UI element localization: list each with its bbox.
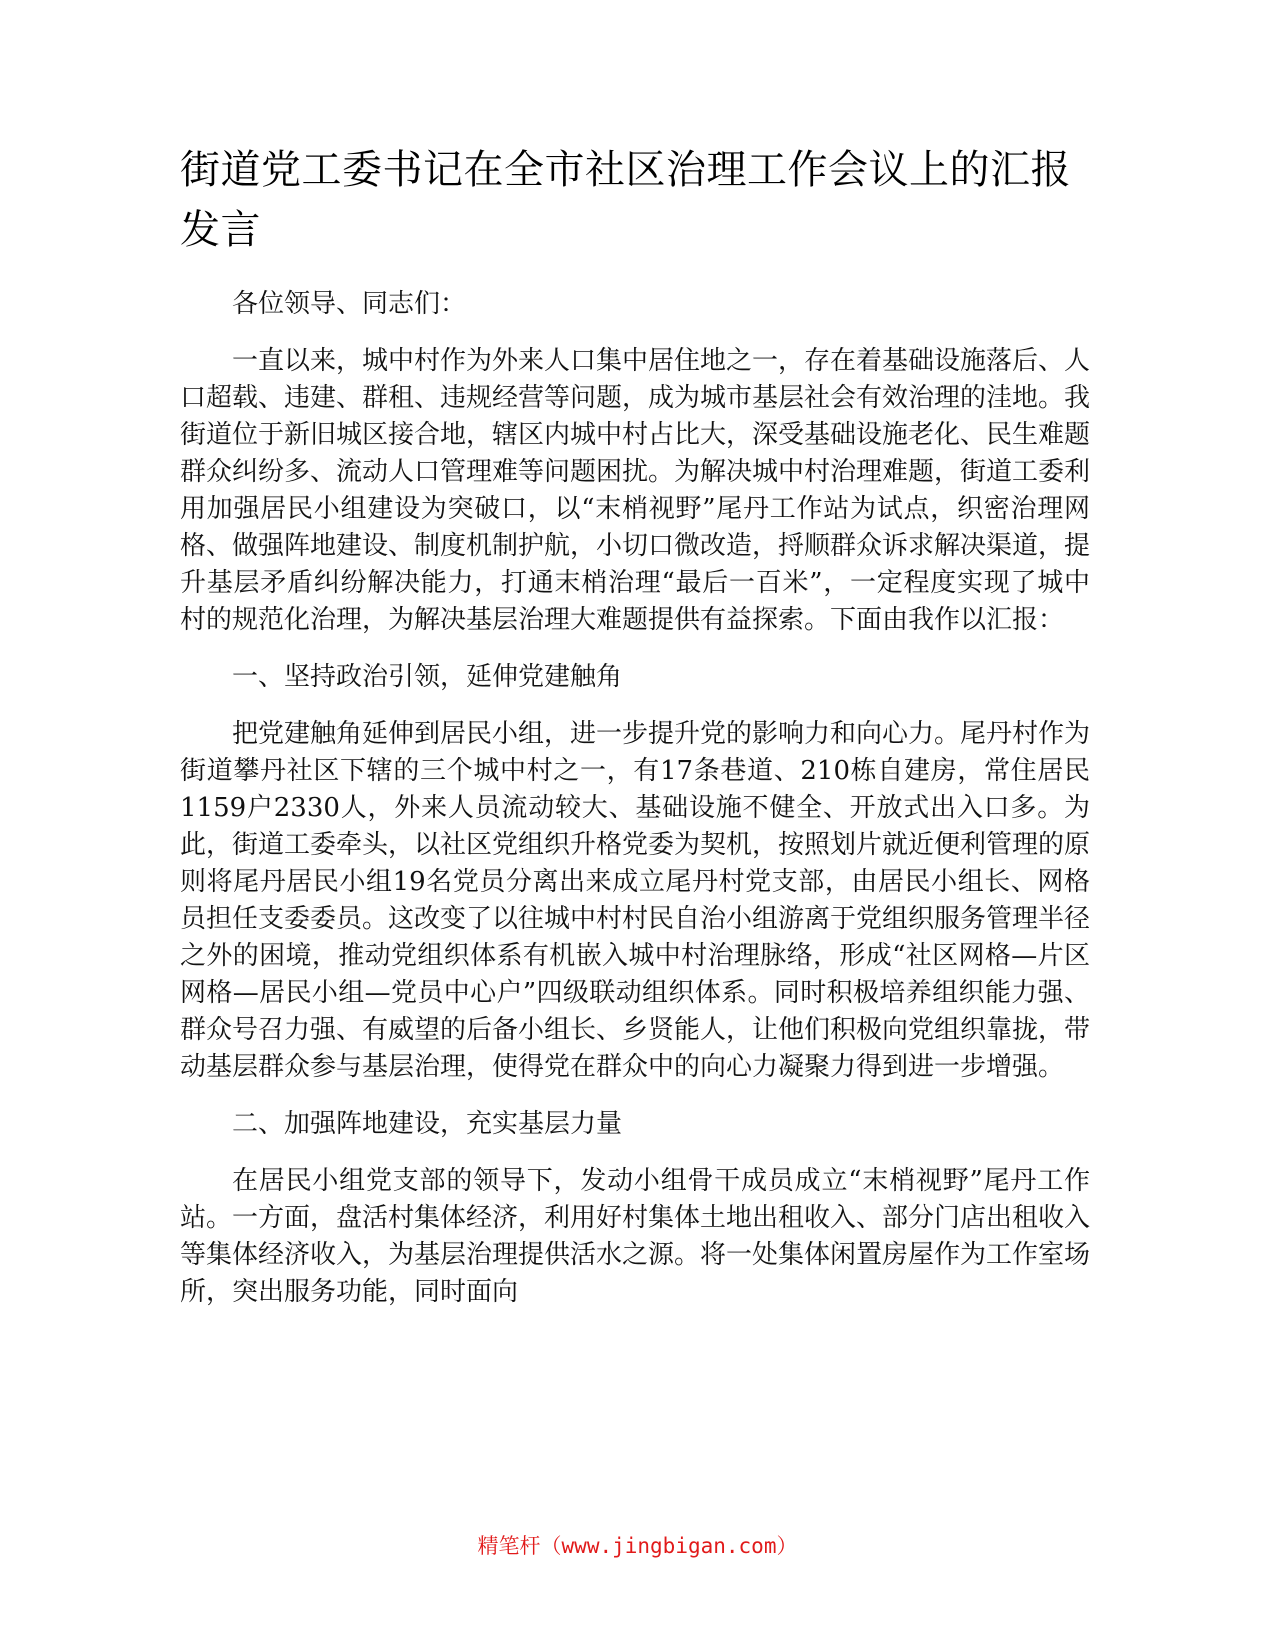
section-1-paragraph: 把党建触角延伸到居民小组，进一步提升党的影响力和向心力。尾丹村作为街道攀丹社区下辖的三个城中村之一，有17条巷道、210栋自建房，常住居民1159户2330人，外来人员流动较大、基础设施不健全、开放式出入口多。为此，街道工委牵头，以社区党组织升格党委为契机，按照划片就近便利管理的原则将尾丹居民小组19名党员分离出来成立尾丹村党支部，由居民小组长、网格员担任支委委员。这改变了以往城中村村民自治小组游离于党组织服务管理半径之外的困境，推动党组织体系有机嵌入城中村治理脉络，形成“社区网格—片区网格—居民小组—党员中心户”四级联动组织体系。同时积极培养组织能力强、群众号召力强、有威望的后备小组长、乡贤能人，让他们积极向党组织靠拢，带动基层群众参与基层治理，使得党在群众中的向心力凝聚力得到进一步增强。 bbox=[180, 719, 1091, 1082]
section-1-heading: 一、坚持政治引领，延伸党建触角 bbox=[232, 662, 623, 692]
document-page bbox=[180, 140, 1090, 1311]
document-title: 街道党工委书记在全市社区治理工作会议上的汇报发言 bbox=[180, 147, 1071, 253]
section-2-heading: 二、加强阵地建设，充实基层力量 bbox=[232, 1109, 623, 1139]
footer-watermark: 精笔杆（www.jingbigan.com） bbox=[477, 1534, 798, 1558]
salutation: 各位领导、同志们： bbox=[232, 289, 467, 319]
section-2-paragraph: 在居民小组党支部的领导下，发动小组骨干成员成立“末梢视野”尾丹工作站。一方面，盘活村集体经济，利用好村集体土地出租收入、部分门店出租收入等集体经济收入，为基层治理提供活水之源。将一处集体闲置房屋作为工作室场所，突出服务功能，同时面向 bbox=[180, 1166, 1091, 1307]
intro-paragraph: 一直以来，城中村作为外来人口集中居住地之一，存在着基础设施落后、人口超载、违建、群租、违规经营等问题，成为城市基层社会有效治理的洼地。我街道位于新旧城区接合地，辖区内城中村占比大，深受基础设施老化、民生难题群众纠纷多、流动人口管理难等问题困扰。为解决城中村治理难题，街道工委利用加强居民小组建设为突破口，以“末梢视野”尾丹工作站为试点，织密治理网格、做强阵地建设、制度机制护航，小切口微改造，捋顺群众诉求解决渠道，提升基层矛盾纠纷解决能力，打通末梢治理“最后一百米”，一定程度实现了城中村的规范化治理，为解决基层治理大难题提供有益探索。下面由我作以汇报： bbox=[180, 346, 1091, 635]
